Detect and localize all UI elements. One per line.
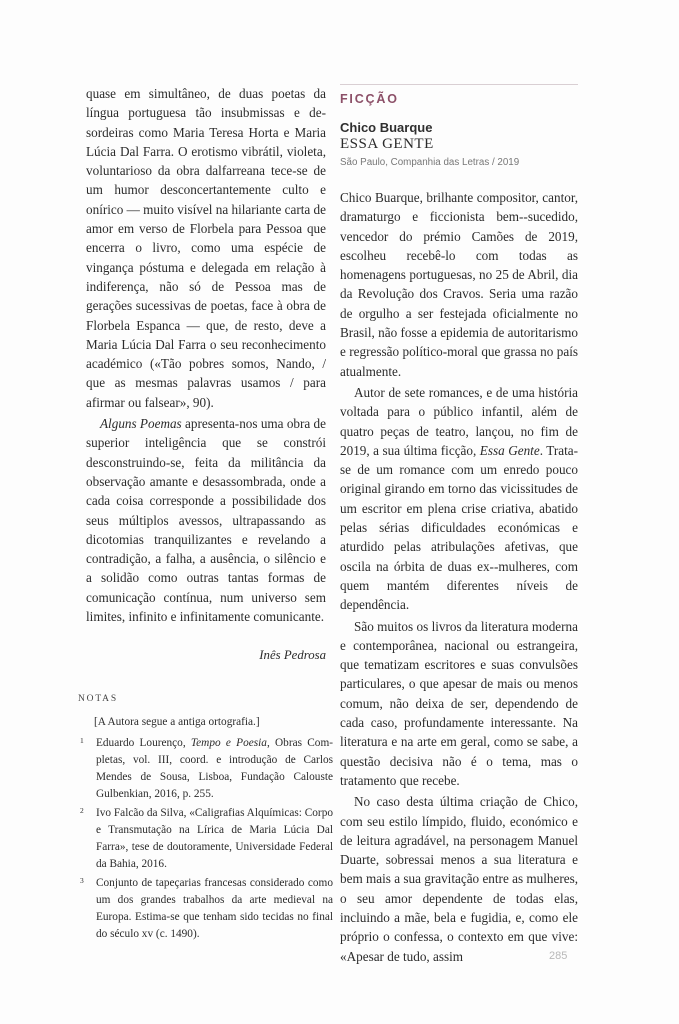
- review-paragraph: São muitos os livros da literatura moderna e contemporânea, nacional ou estrangeira, que tematizam escritores e suas convulsões particulares, o que apesar de mais ou menos comum, não deixa de ser, dependendo de cada caso, profundamente interessante. Na literatura e na arte em geral, como se sabe, a questão decisiva não é o tema, mas o tratamento que recebe.: [340, 618, 578, 788]
- footnote-text-part: , Obras Completas, vol. III, coord. e introdução de Carlos Mendes de Sousa, Lisboa, Fundação Calouste Gulbenkian, 2016, p. 255.: [96, 737, 334, 800]
- reviewer-signature: Inês Pedrosa: [259, 648, 326, 663]
- notes-title: NOTAS: [78, 694, 118, 704]
- footnote-number: 3: [80, 876, 84, 885]
- page-number: 285: [549, 950, 568, 962]
- paragraph-text: Autor de sete romances, e de uma história voltada para o público infantil, além de quatro peças de teatro, lançou, no fim de 2019, a sua última ficção,: [340, 384, 578, 458]
- footnotes: [78, 694, 333, 945]
- section-label: FICÇÃO: [340, 92, 399, 106]
- paragraph-text: . Trata-se de um romance com um enredo pouco original girando em torno das vicissitudes de um escritor em plena crise criativa, abatido pelas sérias dificuldades económicas e aturdido pelas atribulações afetivas, que oscila na órbita de duas ex--mulheres, com quem mantém diferentes níveis de dependência.: [340, 442, 579, 613]
- review-paragraph: No caso desta última criação de Chico, com seu estilo límpido, fluido, económico e de leitura agradável, na personagem Manuel Duarte, sobressai menos a sua literatura e bem mais a sua gravitação entre as mulheres, o seu amor dependente de todas elas, incluindo a mãe, bela e fugidia, e, como ele próprio o confessa, o contexto em que vive: «Apesar de tudo, assim: [340, 794, 579, 964]
- review-right-column: [340, 84, 578, 966]
- book-title: ESSA GENTE: [340, 136, 434, 152]
- footnote: [78, 805, 333, 873]
- footnote-text: [96, 735, 333, 803]
- footnote-number: 1: [80, 736, 84, 745]
- footnote: [78, 875, 333, 943]
- section-divider: [340, 84, 578, 85]
- review-paragraph: Chico Buarque, brilhante compositor, cantor, dramaturgo e ficcionista bem--sucedido, vencedor do prémio Camões de 2019, escolheu recebê-lo com todas as homenagens portuguesas, no 25 de Abril, dia da Revolução dos Cravos. Seria uma razão de orgulho a ser festejada oficialmente no Brasil, não fosse a epidemia de autoritarismo e regressão político-moral que grassa no país atualmente.: [340, 190, 578, 379]
- footnote-number: 2: [80, 806, 84, 815]
- review-paragraph: [340, 383, 578, 615]
- footnote-italic-title: Tempo e Poesia: [190, 737, 267, 749]
- book-title-italic: Alguns Poemas: [100, 416, 182, 432]
- footnote-text: Ivo Falcão da Silva, «Caligrafias Alquímicas: Corpo e Transmutação na Lírica de Maria Lúcia Dal Farra», tese de doutoramente, Universidade Federal da Bahia, 2016.: [96, 807, 333, 870]
- review-paragraph: quase em simultâneo, de duas poetas da língua portuguesa tão insubmissas e desordeiras como Maria Teresa Horta e Maria Lúcia Dal Farra. O erotismo vibrátil, violeta, voluntarioso da obra dalfarreana tece-se de um humor desconcertantemente culto e onírico — muito visível na hilariante carta de amor em verso de Florbela para Pessoa que encerra o livro, como uma espécie de vingança póstuma e delegada em relação à indiferença, não só de Pessoa mas de gerações sucessivas de poetas, face à obra de Florbela Espanca — que, de resto, deve a Maria Lúcia Dal Farra o seu reconhecimento académico («Tão pobres somos, Nando, / que as mesmas palavras usamos / para afirmar ou falsear», 90).: [86, 86, 326, 410]
- book-author: Chico Buarque: [340, 120, 433, 135]
- notes-preface: [A Autora segue a antiga ortografia.]: [94, 716, 260, 728]
- review-left-column: [86, 84, 326, 663]
- paragraph-text: apresenta-nos uma obra de superior inteligência que se constrói desconstruindo-se, feita da militância da observação amante e desassombrada, onde a cada coisa corresponde a possibilidade dos seus múltiplos avessos, ultrapassando as dicotomias tranquilizantes e revelando a contradição, a falha, a ausência, o silêncio e a solidão como outras tantas formas de comunicação contínua, num universo sem limites, infinito e infinitamente comunicante.: [86, 416, 327, 625]
- footnote: [78, 735, 333, 803]
- footnote-text: Conjunto de tapeçarias francesas considerado como um dos grandes trabalhos da arte medieval na Europa. Estima-se que tenham sido tecidas no final do século xv (c. 1490).: [96, 877, 333, 940]
- book-imprint: São Paulo, Companhia das Letras / 2019: [340, 157, 520, 168]
- book-title-italic: Essa Gente: [479, 442, 540, 458]
- footnote-text-part: Eduardo Lourenço,: [96, 737, 191, 749]
- review-paragraph: [86, 414, 326, 626]
